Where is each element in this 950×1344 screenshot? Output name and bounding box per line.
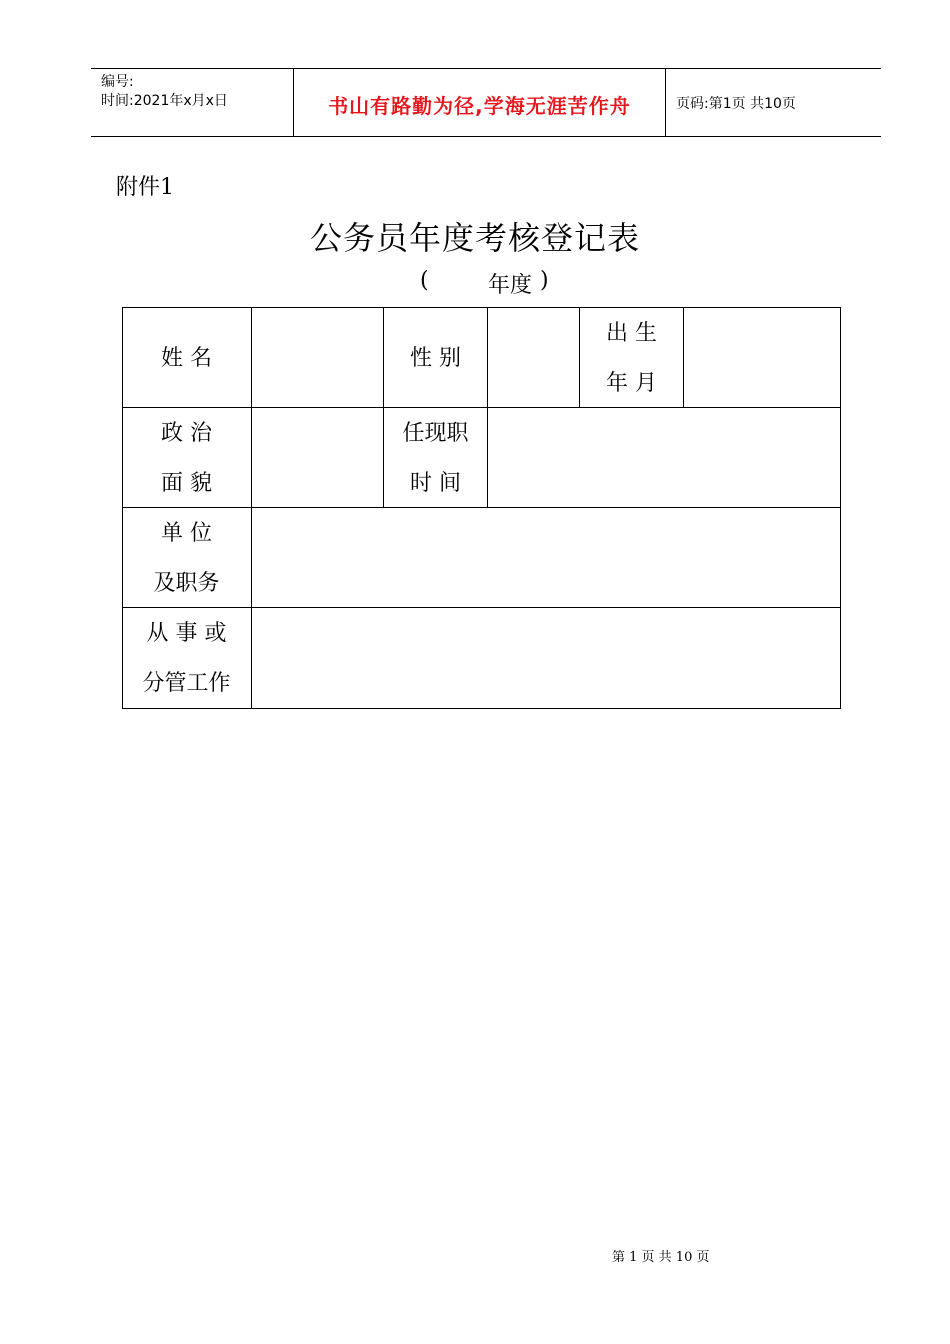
subtitle-close-paren: ) [540, 268, 549, 293]
subtitle-year-word: 年度 [488, 273, 533, 298]
name-field[interactable] [252, 308, 383, 407]
birth-date-label [580, 309, 683, 409]
time-label: 时间:2021年x月x日 [101, 93, 228, 109]
tenure-label-line1: 任现职 [402, 421, 469, 446]
work-responsibility-field[interactable] [252, 608, 840, 708]
header-meta [91, 69, 293, 136]
birth-label-line2: 年 月 [606, 371, 657, 396]
birth-label-line1: 出 生 [606, 321, 657, 346]
header-page-cell [666, 69, 881, 136]
political-label-line1: 政 治 [161, 421, 212, 446]
current-position-since-field[interactable] [488, 408, 840, 507]
subtitle-open-paren: ( [420, 268, 429, 293]
registration-form-table [122, 307, 841, 709]
gender-label: 性 别 [410, 346, 461, 371]
unit-label-line1: 单 位 [161, 521, 212, 546]
table-border-right [840, 307, 841, 709]
work-label-line2: 分管工作 [142, 671, 231, 696]
header-motto-cell [293, 69, 666, 136]
work-label-line1: 从 事 或 [146, 621, 227, 646]
name-label: 姓 名 [161, 346, 212, 371]
page-number-info: 页码:第1页 共10页 [676, 96, 796, 112]
page-header [91, 68, 881, 137]
work-responsibility-label [122, 609, 251, 709]
serial-number-label: 编号: [101, 74, 134, 90]
unit-label-line2: 及职务 [153, 571, 220, 596]
unit-and-post-label [122, 509, 251, 609]
tenure-label-line2: 时 间 [410, 471, 461, 496]
attachment-label: 附件1 [116, 175, 174, 200]
gender-field[interactable] [488, 308, 579, 407]
unit-and-post-field[interactable] [252, 508, 840, 607]
page-title: 公务员年度考核登记表 [309, 219, 640, 257]
motto-text: 书山有路勤为径,学海无涯苦作舟 [328, 94, 631, 118]
page-footer: 第 1 页 共 10 页 [612, 1250, 710, 1265]
birth-date-field[interactable] [684, 308, 840, 407]
current-position-since-label [384, 409, 487, 509]
political-label-line2: 面 貌 [161, 471, 212, 496]
political-status-field[interactable] [252, 408, 383, 507]
political-status-label [122, 409, 251, 509]
